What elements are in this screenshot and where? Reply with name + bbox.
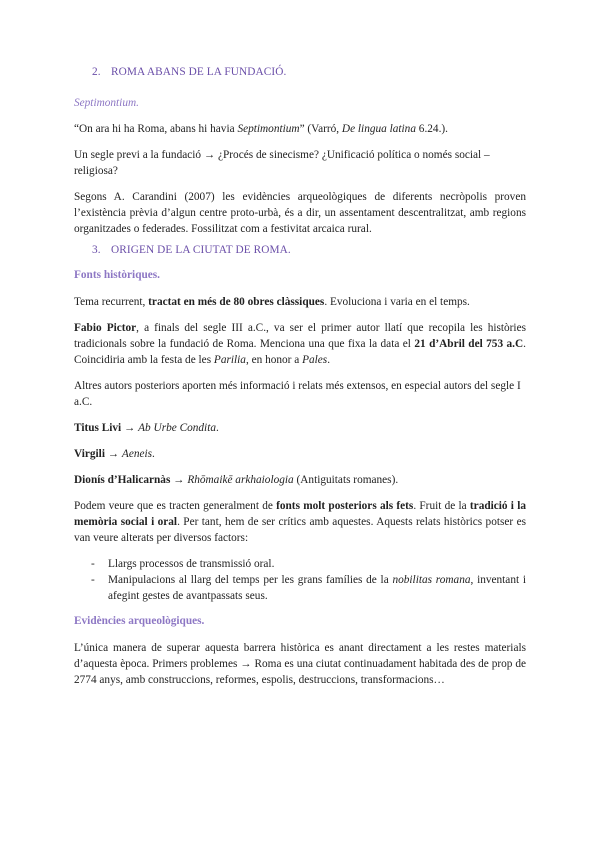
author-virgili: Virgili → Aeneis. [74, 448, 155, 460]
sinecisme-paragraph: Un segle previ a la fundació → ¿Procés de sinecisme? ¿Unificació política o només social – religiosa? [74, 149, 490, 177]
evidencies-paragraph: L’única manera de superar aquesta barrera històrica es anant directament a les restes materials d’aquesta època. Primers problemes → Roma es una ciutat continuadament habitada des de prop de 2774 anys, amb construccions, reformes, espolis, destruccions, transformacions… [74, 642, 526, 686]
tema-recurrent-paragraph: Tema recurrent, tractat en més de 80 obres clàssiques. Evoluciona i varia en el temps. [74, 296, 470, 308]
varro-quote: “On ara hi ha Roma, abans hi havia Septimontium” (Varró, De lingua latina 6.24.). [74, 123, 448, 135]
fabio-pictor-paragraph: Fabio Pictor, a finals del segle III a.C., va ser el primer autor llatí que recopila les històries tradicionals sobre la fundació de Roma. Menciona una que fixa la data el 21 d’Abril del 753 a.C. Coincidiria amb la festa de les Parilia, en honor a Pales. [74, 322, 526, 366]
list-item: - Manipulacions al llarg del temps per les grans famílies de la nobilitas romana, inventant i afegint gestes de avantpassats seus. [91, 574, 526, 602]
section-2-title: ROMA ABANS DE LA FUNDACIÓ. [110, 66, 287, 78]
fonts-posteriors-paragraph: Podem veure que es tracten generalment de fonts molt posteriors als fets. Fruit de la tradició i la memòria social i oral. Per tant, hem de ser crítics amb aquestes. Aquests relats històrics potser es van veure alterats per diversos factors: [74, 500, 526, 544]
author-dionis: Dionís d’Halicarnàs → Rhōmaikē arkhaiologia (Antiguitats romanes). [74, 474, 399, 486]
list-item: - Llargs processos de transmissió oral. [91, 558, 275, 570]
evidencies-subheading: Evidències arqueològiques. [74, 615, 205, 627]
section-3-number: 3. [92, 244, 101, 256]
section-2-heading [74, 64, 526, 80]
factors-list [74, 556, 526, 604]
altres-autors-paragraph: Altres autors posteriors aporten més informació i relats més extensos, en especial autors del segle I a.C. [74, 380, 521, 408]
section-2-number: 2. [92, 66, 101, 78]
dash-bullet: - [91, 574, 95, 586]
author-titus-livi: Titus Livi → Ab Urbe Condita. [74, 422, 219, 434]
carandini-paragraph: Segons A. Carandini (2007) les evidències arqueològiques de diferents necròpolis proven l’existència prèvia d’algun centre proto-urbà, és a dir, un assentament descentralitzat, amb regions organitzades o federades. Fossilitzat com a festivitat arcaica rural. [74, 191, 526, 235]
septimontium-subheading: Septimontium. [74, 97, 139, 109]
section-3-title: ORIGEN DE LA CIUTAT DE ROMA. [110, 244, 291, 256]
section-3-heading [74, 242, 526, 258]
fonts-historiques-subheading: Fonts històriques. [74, 269, 160, 281]
document-body [74, 64, 526, 688]
dash-bullet: - [91, 558, 95, 570]
